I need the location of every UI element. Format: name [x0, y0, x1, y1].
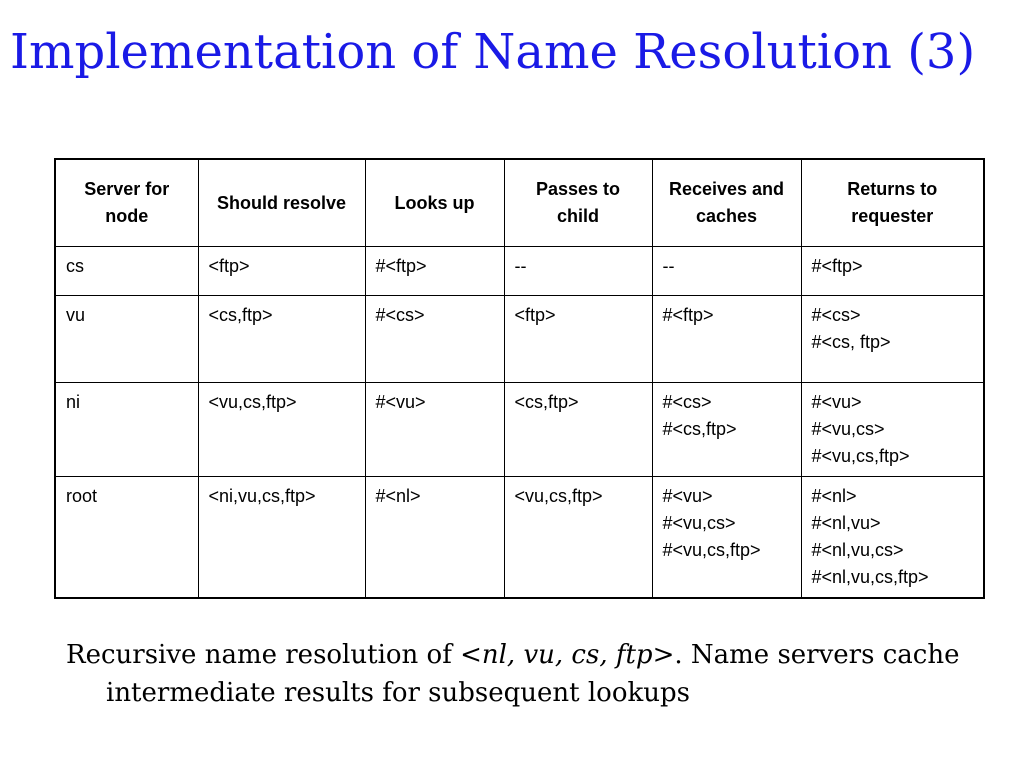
cell-receives-and-caches [652, 247, 801, 296]
returned-entry: #<cs> [811, 305, 861, 325]
table-row [55, 477, 984, 599]
slide-title: Implementation of Name Resolution (3) [10, 24, 976, 80]
cell-should-resolve: <vu,cs,ftp> [198, 383, 365, 477]
cached-entry: #<ftp> [662, 305, 714, 325]
cached-entry: #<vu,cs,ftp> [662, 540, 761, 560]
caption-suffix: >. Name servers cache intermediate results for subsequent lookups [106, 640, 960, 708]
returned-entry: #<vu> [811, 392, 862, 412]
cell-should-resolve: <cs,ftp> [198, 296, 365, 383]
cell-should-resolve: <ni,vu,cs,ftp> [198, 477, 365, 599]
header-looks-up: Looks up [365, 159, 504, 247]
name-resolution-table [54, 158, 985, 599]
returned-entry: #<nl,vu,cs> [811, 540, 904, 560]
returned-entry: #<nl,vu> [811, 513, 881, 533]
cell-passes-to-child: <vu,cs,ftp> [504, 477, 652, 599]
table-row [55, 383, 984, 477]
cached-entry: -- [662, 256, 675, 276]
header-passes-to-child: Passes to child [504, 159, 652, 247]
cell-should-resolve: <ftp> [198, 247, 365, 296]
header-server-for-node: Server for node [55, 159, 198, 247]
returned-entry: #<nl> [811, 486, 857, 506]
caption-italic-name: nl, vu, cs, ftp [481, 640, 653, 670]
cell-passes-to-child: <ftp> [504, 296, 652, 383]
cached-entry: #<vu> [662, 486, 713, 506]
header-receives-and-caches: Receives and caches [652, 159, 801, 247]
table-row [55, 296, 984, 383]
cached-entry: #<cs> [662, 392, 712, 412]
cell-looks-up: #<vu> [365, 383, 504, 477]
cell-receives-and-caches [652, 296, 801, 383]
returned-entry: #<nl,vu,cs,ftp> [811, 567, 929, 587]
returned-entry: #<vu,cs> [811, 419, 885, 439]
cell-passes-to-child: -- [504, 247, 652, 296]
table-row [55, 247, 984, 296]
cell-returns-to-requester [801, 247, 984, 296]
table-header-row [55, 159, 984, 247]
cell-server: vu [55, 296, 198, 383]
cell-server: ni [55, 383, 198, 477]
cell-returns-to-requester [801, 477, 984, 599]
cell-server: cs [55, 247, 198, 296]
returned-entry: #<ftp> [811, 256, 863, 276]
cell-looks-up: #<cs> [365, 296, 504, 383]
cell-looks-up: #<nl> [365, 477, 504, 599]
cell-receives-and-caches [652, 477, 801, 599]
header-returns-to-requester: Returns to requester [801, 159, 984, 247]
cell-returns-to-requester [801, 383, 984, 477]
cell-looks-up: #<ftp> [365, 247, 504, 296]
returned-entry: #<vu,cs,ftp> [811, 446, 910, 466]
returned-entry: #<cs, ftp> [811, 332, 891, 352]
cell-passes-to-child: <cs,ftp> [504, 383, 652, 477]
cell-returns-to-requester [801, 296, 984, 383]
cell-receives-and-caches [652, 383, 801, 477]
caption-prefix: Recursive name resolution of < [66, 640, 482, 670]
slide-caption [66, 636, 1016, 712]
cell-server: root [55, 477, 198, 599]
cached-entry: #<cs,ftp> [662, 419, 737, 439]
cached-entry: #<vu,cs> [662, 513, 736, 533]
header-should-resolve: Should resolve [198, 159, 365, 247]
